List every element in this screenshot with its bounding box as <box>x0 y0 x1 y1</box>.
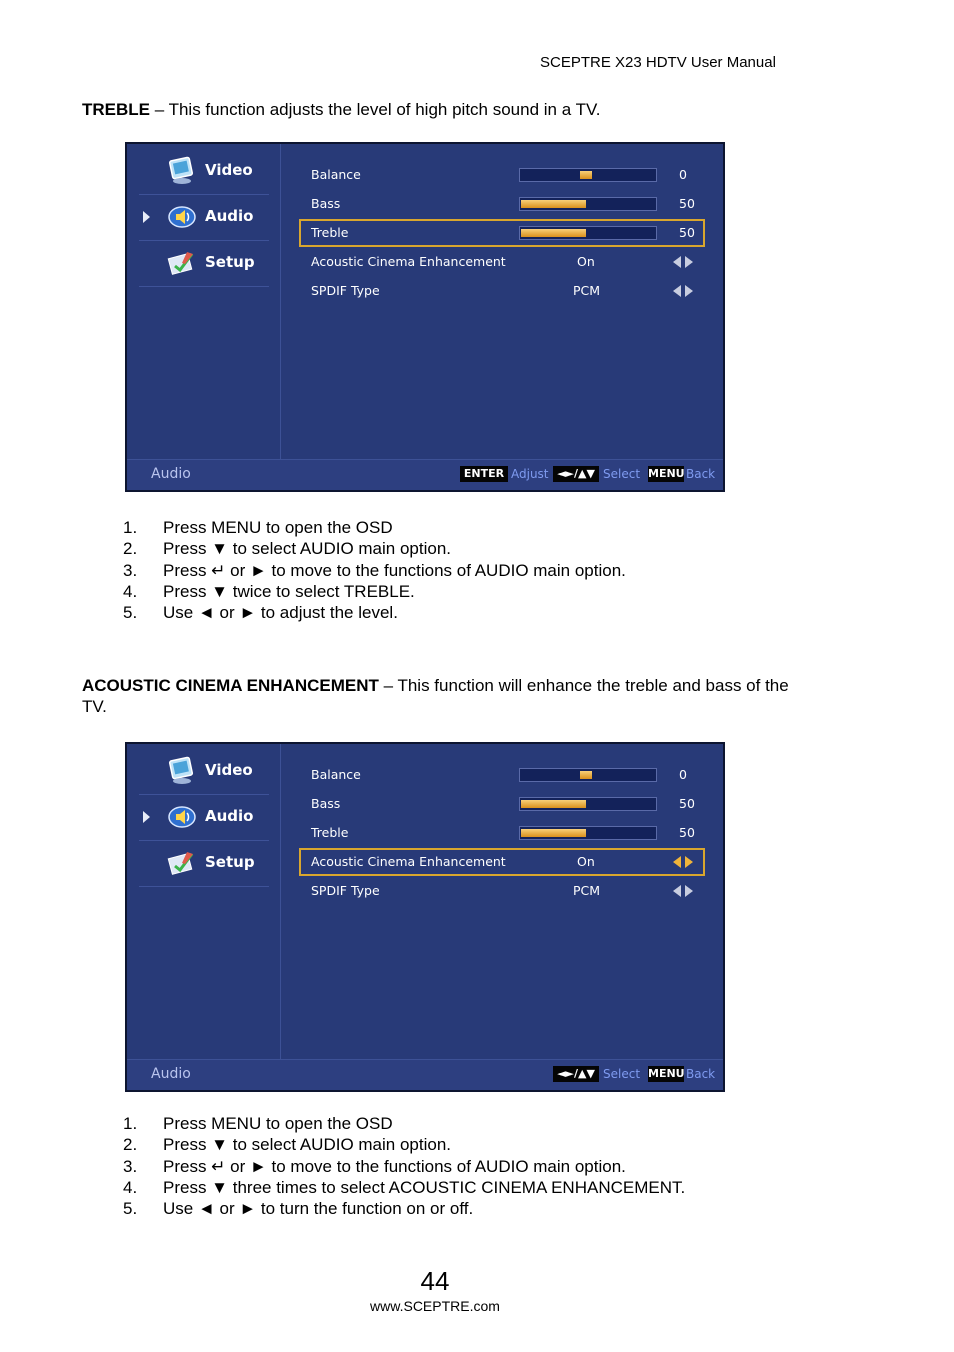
left-right-arrows-icon[interactable] <box>673 856 693 868</box>
osd-menu-label: Video <box>205 161 253 179</box>
osd-statusbar <box>127 1059 723 1090</box>
section-title-ace: ACOUSTIC CINEMA ENHANCEMENT <box>82 676 379 695</box>
row-label: Bass <box>311 196 341 211</box>
status-title: Audio <box>151 1066 191 1082</box>
osd-menu-label: Setup <box>205 253 255 271</box>
select-hint: Select <box>603 1067 641 1081</box>
row-value: PCM <box>573 883 601 898</box>
list-item: 2. Press ▼ to select AUDIO main option. <box>123 539 451 559</box>
row-label: Balance <box>311 167 361 182</box>
list-item: 1. Press MENU to open the OSD <box>123 518 393 537</box>
balance-slider[interactable] <box>519 168 657 182</box>
osd-row-treble[interactable] <box>301 221 703 245</box>
row-value: 50 <box>679 825 695 840</box>
row-value: On <box>577 254 595 269</box>
osd-statusbar <box>127 459 723 490</box>
video-icon <box>167 156 197 186</box>
osd-screen-ace <box>125 742 725 1092</box>
row-label: Treble <box>311 825 349 840</box>
list-item: 5. Use ◄ or ► to turn the function on or off. <box>123 1199 474 1219</box>
osd-menu-label: Audio <box>205 807 254 825</box>
adjust-hint: Adjust <box>511 467 549 481</box>
left-right-arrows-icon[interactable] <box>673 285 693 297</box>
row-value: PCM <box>573 283 601 298</box>
list-item: 1. Press MENU to open the OSD <box>123 1114 393 1133</box>
osd-menu-setup[interactable] <box>139 240 269 287</box>
row-value: 50 <box>679 225 695 240</box>
row-label: Bass <box>311 796 341 811</box>
osd-menu-audio[interactable] <box>139 794 269 841</box>
row-label: Acoustic Cinema Enhancement <box>311 854 506 869</box>
selected-arrow-icon <box>143 811 150 823</box>
setup-icon <box>167 248 197 278</box>
row-label: Acoustic Cinema Enhancement <box>311 254 506 269</box>
osd-screen-treble <box>125 142 725 492</box>
steps-list-treble <box>123 517 626 623</box>
section-desc-ace: – This function will enhance the treble and bass of the TV. <box>82 676 789 716</box>
row-label: Treble <box>311 225 349 240</box>
nav-arrows-icon: ◄►/▲▼ <box>553 1066 599 1082</box>
bass-slider[interactable] <box>519 797 657 811</box>
osd-row-ace[interactable] <box>301 850 703 874</box>
treble-paragraph <box>82 99 802 120</box>
video-icon <box>167 756 197 786</box>
list-item: 4. Press ▼ three times to select ACOUSTIC CINEMA ENHANCEMENT. <box>123 1177 686 1197</box>
osd-row-ace[interactable] <box>301 250 703 274</box>
left-right-arrows-icon[interactable] <box>673 885 693 897</box>
row-label: Balance <box>311 767 361 782</box>
osd-row-balance[interactable] <box>301 163 703 187</box>
row-label: SPDIF Type <box>311 283 380 298</box>
ace-paragraph <box>82 675 802 717</box>
selected-arrow-icon <box>143 211 150 223</box>
osd-sidebar <box>127 144 281 462</box>
osd-menu-video[interactable] <box>139 148 269 195</box>
treble-slider[interactable] <box>519 226 657 240</box>
menu-key-badge: MENU <box>648 1067 685 1080</box>
speaker-icon <box>167 802 197 832</box>
osd-menu-video[interactable] <box>139 748 269 795</box>
status-title: Audio <box>151 466 191 482</box>
osd-menu-setup[interactable] <box>139 840 269 887</box>
manual-header: SCEPTRE X23 HDTV User Manual <box>540 54 776 71</box>
row-value: 0 <box>679 167 687 182</box>
row-value: 50 <box>679 796 695 811</box>
list-item: 3. Press ↵ or ► to move to the functions of AUDIO main option. <box>123 560 626 580</box>
setup-icon <box>167 848 197 878</box>
footer-url: www.SCEPTRE.com <box>370 1298 500 1314</box>
row-value: 0 <box>679 767 687 782</box>
back-hint: Back <box>686 467 716 481</box>
steps-list-ace <box>123 1113 685 1219</box>
osd-menu-label: Setup <box>205 853 255 871</box>
osd-sidebar <box>127 744 281 1062</box>
menu-key-badge: MENU <box>648 467 685 480</box>
list-item: 3. Press ↵ or ► to move to the functions of AUDIO main option. <box>123 1156 626 1176</box>
osd-row-spdif[interactable] <box>301 879 703 903</box>
row-value: On <box>577 854 595 869</box>
osd-row-spdif[interactable] <box>301 279 703 303</box>
osd-menu-label: Video <box>205 761 253 779</box>
select-hint: Select <box>603 467 641 481</box>
row-value: 50 <box>679 196 695 211</box>
list-item: 4. Press ▼ twice to select TREBLE. <box>123 581 415 601</box>
enter-key-badge: ENTER <box>460 466 508 482</box>
osd-menu-audio[interactable] <box>139 194 269 241</box>
osd-row-balance[interactable] <box>301 763 703 787</box>
bass-slider[interactable] <box>519 197 657 211</box>
balance-slider[interactable] <box>519 768 657 782</box>
left-right-arrows-icon[interactable] <box>673 256 693 268</box>
page-number: 44 <box>420 1266 450 1296</box>
speaker-icon <box>167 202 197 232</box>
osd-row-bass[interactable] <box>301 792 703 816</box>
list-item: 5. Use ◄ or ► to adjust the level. <box>123 603 398 623</box>
list-item: 2. Press ▼ to select AUDIO main option. <box>123 1135 451 1155</box>
section-title-treble: TREBLE <box>82 100 150 119</box>
osd-row-treble[interactable] <box>301 821 703 845</box>
back-hint: Back <box>686 1067 716 1081</box>
treble-slider[interactable] <box>519 826 657 840</box>
nav-arrows-icon: ◄►/▲▼ <box>553 466 599 482</box>
row-label: SPDIF Type <box>311 883 380 898</box>
osd-menu-label: Audio <box>205 207 254 225</box>
osd-row-bass[interactable] <box>301 192 703 216</box>
section-desc-treble: – This function adjusts the level of high pitch sound in a TV. <box>150 100 601 119</box>
